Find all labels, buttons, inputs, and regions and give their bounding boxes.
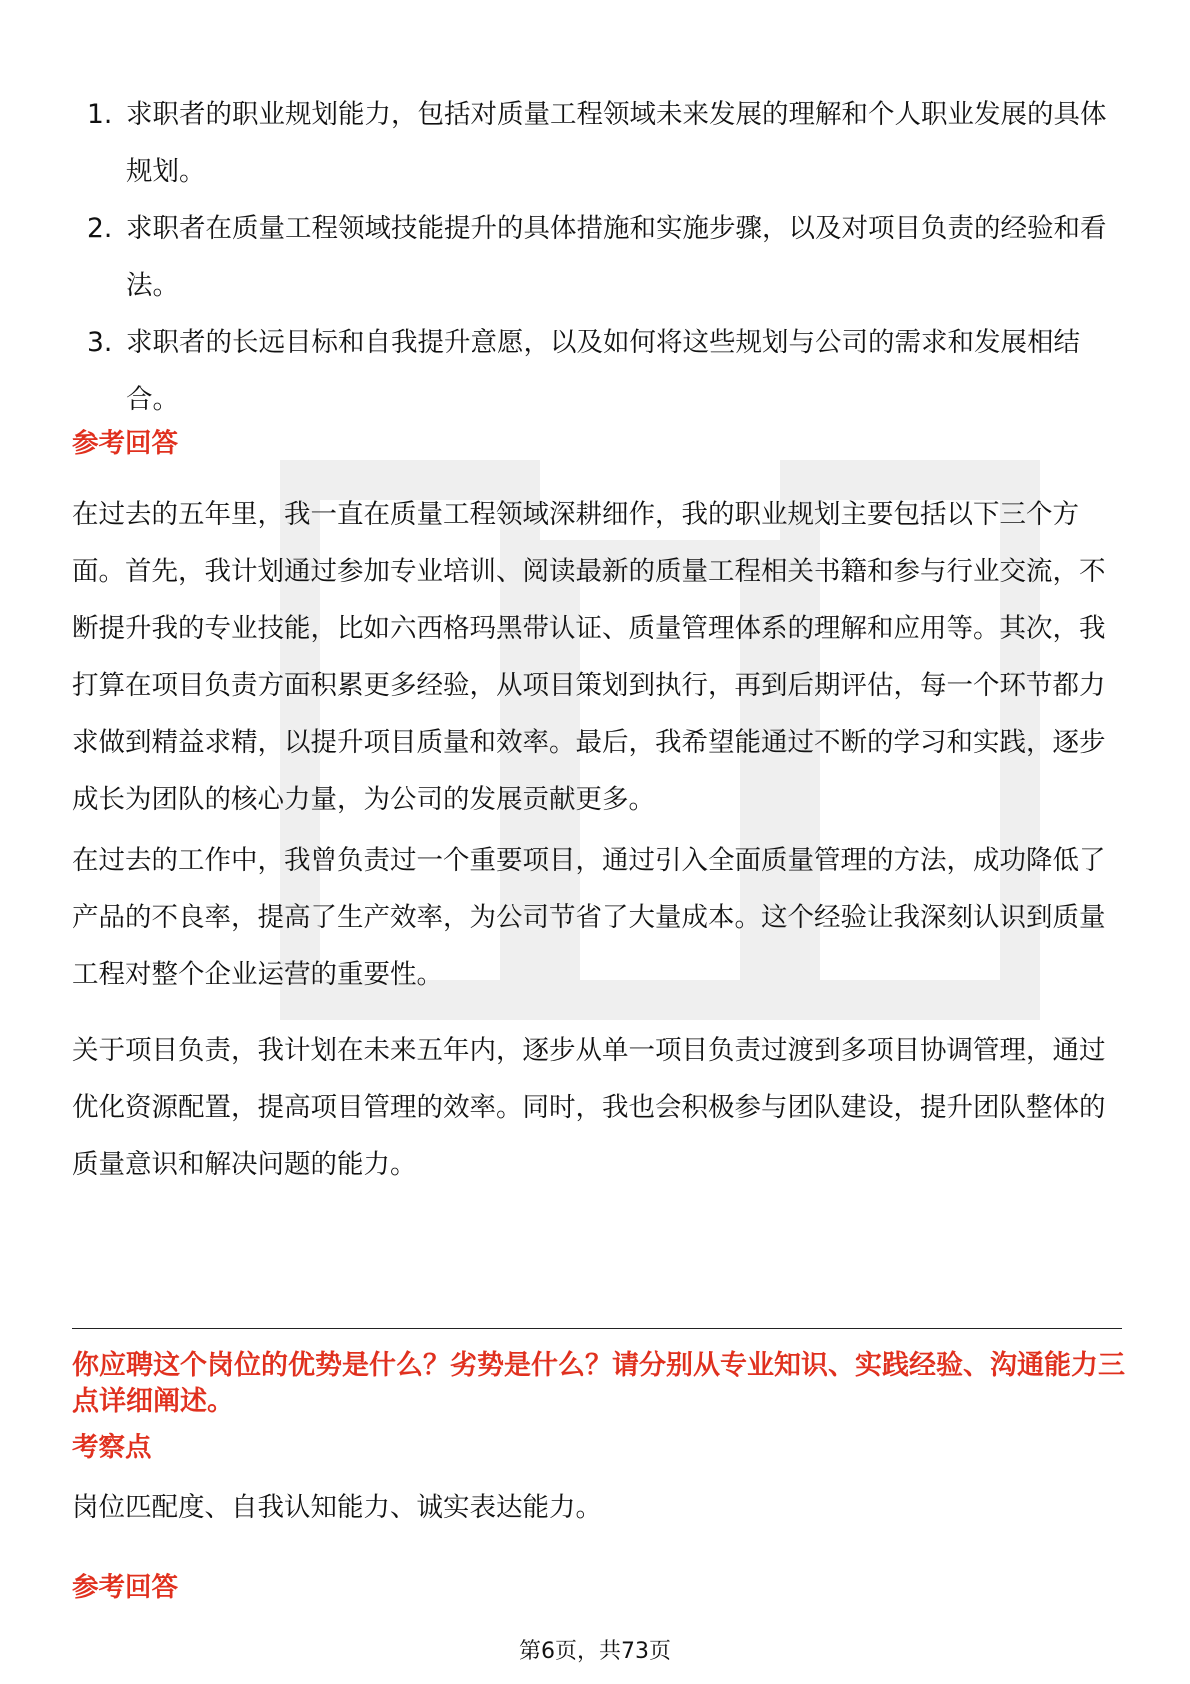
answer-paragraph: 在过去的五年里，我一直在质量工程领域深耕细作，我的职业规划主要包括以下三个方面。首先，我计划通过参加专业培训、阅读最新的质量工程相关书籍和参与行业交流，不断提升我的专业技能，比如六西格玛黑带认证、质量管理体系的理解和应用等。其次，我打算在项目负责方面积累更多经验，从项目策划到执行，再到后期评估，每一个环节都力求做到精益求精，以提升项目质量和效率。最后，我希望能通过不断的学习和实践，逐步成长为团队的核心力量，为公司的发展贡献更多。: [72, 499, 1106, 815]
list-text: 求职者的长远目标和自我提升意愿，以及如何将这些规划与公司的需求和发展相结合。: [126, 327, 1080, 415]
section-divider: [72, 1328, 1122, 1329]
list-item: [72, 314, 1122, 428]
reference-answer-heading: 参考回答: [72, 1572, 178, 1603]
list-text: 求职者在质量工程领域技能提升的具体措施和实施步骤，以及对项目负责的经验和看法。: [126, 213, 1107, 301]
list-number: 1.: [87, 99, 113, 130]
examination-points-heading: 考察点: [72, 1432, 152, 1463]
list-item: [72, 86, 1122, 200]
interview-question: 你应聘这个岗位的优势是什么？劣势是什么？请分别从专业知识、实践经验、沟通能力三点详细阐述。: [72, 1350, 1125, 1417]
reference-answer-heading: 参考回答: [72, 428, 178, 459]
answer-paragraph: 在过去的工作中，我曾负责过一个重要项目，通过引入全面质量管理的方法，成功降低了产品的不良率，提高了生产效率，为公司节省了大量成本。这个经验让我深刻认识到质量工程对整个企业运营的重要性。: [72, 845, 1106, 990]
list-number: 2.: [87, 213, 113, 244]
answer-paragraph: 关于项目负责，我计划在未来五年内，逐步从单一项目负责过渡到多项目协调管理，通过优化资源配置，提高项目管理的效率。同时，我也会积极参与团队建设，提升团队整体的质量意识和解决问题的能力。: [72, 1035, 1106, 1180]
page-footer: 第6页，共73页: [519, 1639, 671, 1664]
examination-points-text: 岗位匹配度、自我认知能力、诚实表达能力。: [72, 1492, 602, 1523]
list-number: 3.: [87, 327, 113, 358]
evaluation-list: [72, 86, 1122, 428]
list-text: 求职者的职业规划能力，包括对质量工程领域未来发展的理解和个人职业发展的具体规划。: [126, 99, 1107, 187]
list-item: [72, 200, 1122, 314]
